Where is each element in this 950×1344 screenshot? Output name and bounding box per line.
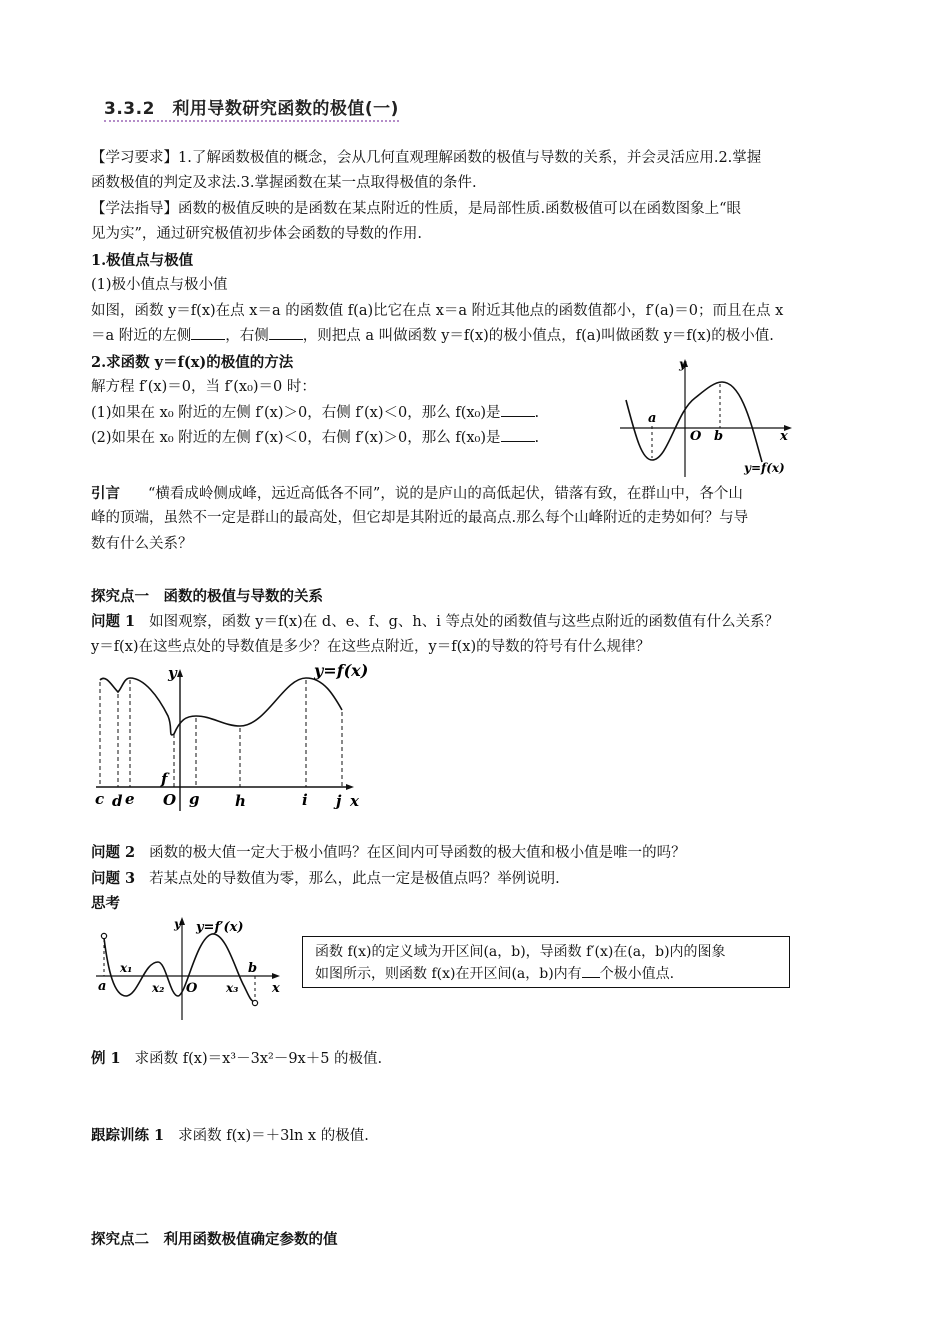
requirements-line-1: 【学习要求】1.了解函数极值的概念，会从几何直观理解函数的极值与导数的关系，并会灵活应用.2.掌握	[91, 150, 762, 166]
section-1-subheading: (1)极小值点与极小值	[91, 277, 228, 293]
fig3-x-label: x	[272, 981, 280, 996]
training-1-label: 跟踪训练 1	[91, 1127, 165, 1144]
fig3-b-label: b	[248, 961, 258, 976]
intro-line-1: 引言 “横看成岭侧成峰，远近高低各不同”，说的是庐山的高低起伏，错落有致，在群山中，各个山	[91, 485, 743, 502]
box-line-1: 函数 f(x)的定义域为开区间(a，b)，导函数 f′(x)在(a，b)内的图象	[315, 944, 726, 960]
intro-line-2: 峰的顶端，虽然不一定是群山的最高处，但它却是其附近的最高点.那么每个山峰附近的走势如何？与导	[91, 510, 749, 526]
example-1: 例 1 求函数 f(x)＝x³－3x²－9x＋5 的极值.	[91, 1050, 383, 1067]
question-1-line-2: y＝f(x)在这些点处的导数值是多少？在这些点附近，y＝f(x)的导数的符号有什么规律？	[91, 639, 651, 655]
fig3-y-label: y	[174, 917, 181, 931]
box-line-2: 如图所示，则函数 f(x)在开区间(a，b)内有 个极小值点.	[315, 963, 777, 985]
think-label: 思考	[91, 895, 120, 912]
intro-label: 引言	[91, 485, 120, 502]
guide-line-1: 【学法指导】函数的极值反映的是函数在某点附近的性质，是局部性质.函数极值可以在函数图象上“眼	[91, 201, 742, 217]
section-2-heading: 2.求函数 y＝f(x)的极值的方法	[91, 354, 294, 371]
intro-line-3: 数有什么关系？	[91, 536, 193, 552]
fig2-function-label: y=f(x)	[314, 661, 369, 680]
figure-extrema-graph	[88, 656, 378, 816]
blank-min-count[interactable]	[582, 963, 600, 978]
fig3-x3-label: x₃	[226, 981, 239, 995]
section-2-line-2: (1)如果在 x₀ 附近的左侧 f′(x)＞0，右侧 f′(x)＜0，那么 f(x₀)是 .	[91, 401, 539, 426]
explore-2-heading: 探究点二 利用函数极值确定参数的值	[91, 1231, 338, 1248]
question-1-line-1: 问题 1 如图观察，函数 y＝f(x)在 d、e、f、g、h、i 等点处的函数值与这些点附近的函数值有什么关系？	[91, 613, 780, 630]
section-1-heading: 1.极值点与极值	[91, 252, 194, 269]
guide-line-2: 见为实”，通过研究极值初步体会函数的导数的作用.	[91, 226, 423, 242]
fig1-x-label: x	[780, 429, 788, 444]
fig2-h-label: h	[235, 792, 246, 810]
fig2-x-label: x	[350, 792, 359, 810]
fig3-x1-label: x₁	[120, 961, 133, 975]
fig1-a-label: a	[648, 411, 657, 426]
fig1-y-label: y	[679, 357, 686, 371]
fig2-g-label: g	[189, 790, 200, 808]
guide-label: 【学法指导】	[91, 201, 178, 217]
fig2-d-label: d	[112, 792, 123, 810]
section-2-line-1: 解方程 f′(x)＝0，当 f′(x₀)＝0 时：	[91, 379, 316, 395]
section-1-line-2: ＝a 附近的左侧 ，右侧 ，则把点 a 叫做函数 y＝f(x)的极小值点，f(a)叫做函数 y＝f(x)的极小值.	[91, 324, 774, 349]
training-1: 跟踪训练 1 求函数 f(x)＝＋3ln x 的极值.	[91, 1127, 369, 1144]
fig3-a-label: a	[98, 979, 107, 994]
section-1-line-1: 如图，函数 y＝f(x)在点 x＝a 的函数值 f(a)比它在点 x＝a 附近其他点的函数值都小，f′(a)＝0；而且在点 x	[91, 303, 784, 319]
fig2-i-label: i	[302, 791, 308, 809]
section-2-line-3: (2)如果在 x₀ 附近的左侧 f′(x)＜0，右侧 f′(x)＞0，那么 f(x₀)是 .	[91, 426, 539, 451]
requirements-label: 【学习要求】	[91, 150, 178, 166]
figure-minimum-graph	[610, 352, 810, 482]
blank-minimum[interactable]	[501, 427, 535, 442]
fig1-function-label: y=f(x)	[744, 461, 785, 475]
page-title: 3.3.2 利用导数研究函数的极值(一)	[104, 94, 399, 122]
fig3-x2-label: x₂	[152, 981, 165, 995]
blank-left[interactable]	[191, 325, 225, 340]
example-1-label: 例 1	[91, 1050, 121, 1067]
blank-maximum[interactable]	[501, 402, 535, 417]
fig2-y-label: y	[168, 664, 177, 682]
fig2-c-label: c	[95, 790, 105, 808]
fig3-function-label: y=f′(x)	[196, 920, 244, 935]
requirements-line-2: 函数极值的判定及求法.3.掌握函数在某一点取得极值的条件.	[91, 175, 477, 191]
fig1-b-label: b	[714, 429, 724, 444]
question-3: 问题 3 若某点处的导数值为零，那么，此点一定是极值点吗？举例说明.	[91, 870, 560, 887]
question-3-label: 问题 3	[91, 870, 136, 887]
fig3-origin-label: O	[186, 981, 198, 996]
fig1-origin-label: O	[690, 429, 702, 444]
fig2-j-label: j	[336, 792, 342, 810]
question-2: 问题 2 函数的极大值一定大于极小值吗？在区间内可导函数的极大值和极小值是唯一的吗？	[91, 844, 686, 861]
question-1-label: 问题 1	[91, 613, 136, 630]
explore-1-heading: 探究点一 函数的极值与导数的关系	[91, 588, 323, 605]
figure-derivative-graph	[92, 912, 292, 1024]
blank-right[interactable]	[269, 325, 303, 340]
fig2-f-label: f	[161, 770, 168, 788]
question-2-label: 问题 2	[91, 844, 136, 861]
fig2-origin-label: O	[163, 791, 177, 809]
think-question-box	[302, 936, 790, 988]
fig2-e-label: e	[125, 790, 135, 808]
